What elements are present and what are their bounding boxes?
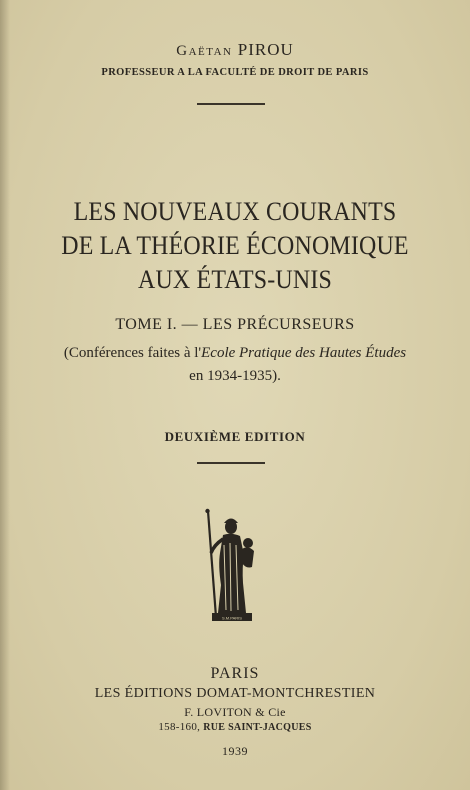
- lectures-dates: en 1934-1935).: [189, 368, 281, 384]
- volume-subtitle: TOME I. — LES PRÉCURSEURS: [115, 316, 355, 333]
- author-first-name: Gaëtan: [176, 43, 233, 59]
- lectures-institution: Ecole Pratique des Hautes Études: [201, 345, 407, 361]
- author-affiliation: PROFESSEUR A LA FACULTÉ DE DROIT DE PARIS: [101, 67, 369, 78]
- title-line-3: AUX ÉTATS-UNIS: [137, 265, 333, 294]
- author-name: [0, 40, 470, 60]
- address-number: 158-160,: [158, 721, 201, 733]
- imprint-address: [0, 721, 470, 733]
- title-line-2: DE LA THÉORIE ÉCONOMIQUE: [61, 231, 409, 260]
- imprint-year: 1939: [222, 744, 248, 758]
- statue-mark: S.M.PARIS: [222, 615, 242, 621]
- edition-label: DEUXIÈME EDITION: [164, 429, 306, 444]
- author-last-name: PIROU: [237, 40, 294, 59]
- statue-emblem-icon: [196, 505, 266, 625]
- title-line-1: LES NOUVEAUX COURANTS: [73, 197, 397, 226]
- imprint-publisher: LES ÉDITIONS DOMAT-MONTCHRESTIEN: [94, 686, 376, 701]
- lectures-prefix: (Conférences faites à l': [63, 345, 202, 361]
- imprint-city: PARIS: [210, 665, 260, 682]
- imprint-printer: F. LOVITON & Cie: [184, 705, 286, 719]
- divider-rule: [197, 462, 265, 464]
- divider-rule: [197, 103, 265, 105]
- lectures-note: [0, 345, 470, 362]
- address-street: RUE SAINT-JACQUES: [203, 722, 312, 733]
